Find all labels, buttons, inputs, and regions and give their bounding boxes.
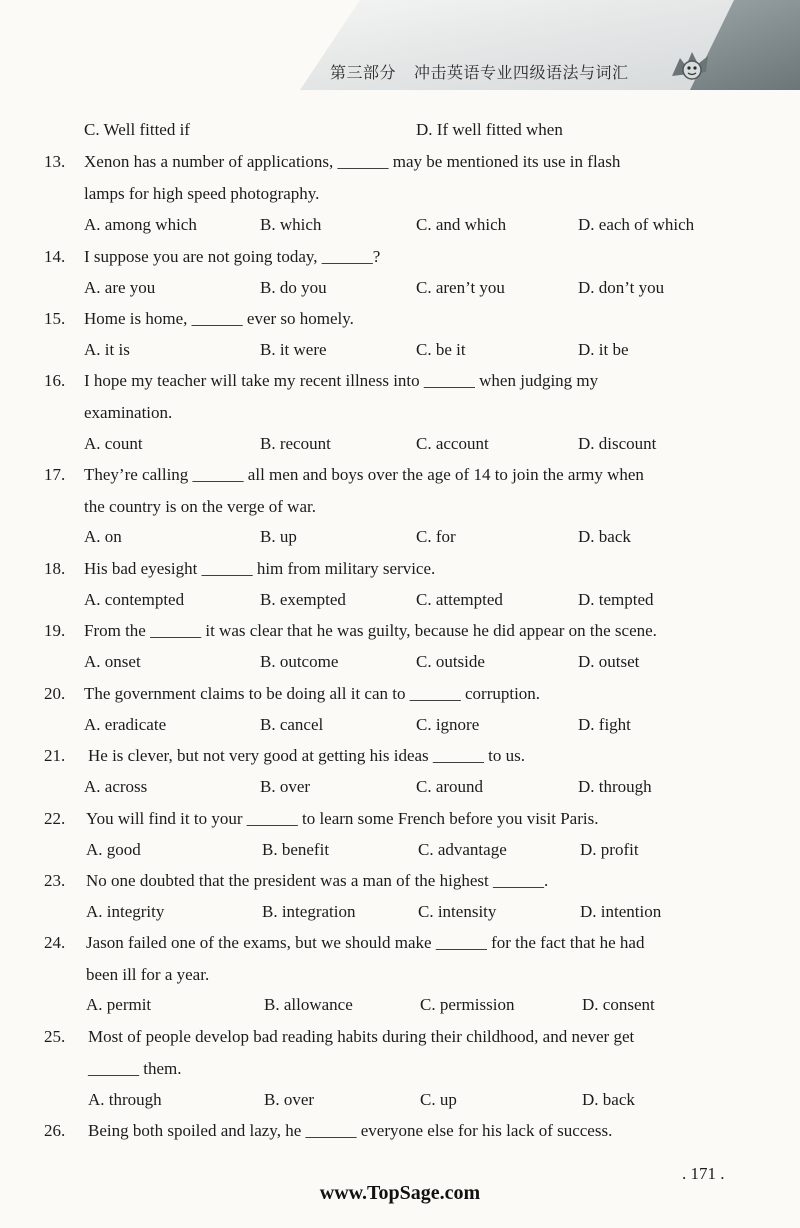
question-line: I suppose you are not going today, ______? (84, 247, 381, 266)
page-number: . 171 . (682, 1164, 725, 1183)
header-title: 冲击英语专业四级语法与词汇 (414, 63, 629, 82)
option-d: D. If well fitted when (416, 120, 563, 139)
question-number: 18. (44, 559, 66, 578)
option-d: D. back (578, 527, 631, 546)
question-line: Xenon has a number of applications, ______ may be mentioned its use in flash (84, 152, 621, 171)
question-number: 21. (44, 746, 66, 765)
option-a: A. integrity (86, 902, 165, 921)
question-line: They’re calling ______ all men and boys over the age of 14 to join the army when (84, 465, 644, 484)
question-number: 26. (44, 1121, 66, 1140)
option-d: D. profit (580, 840, 639, 859)
option-b: B. outcome (260, 652, 339, 671)
question-line: Jason failed one of the exams, but we should make ______ for the fact that he had (86, 933, 645, 952)
option-b: B. do you (260, 278, 327, 297)
question-number: 20. (44, 684, 66, 703)
option-a: A. contempted (84, 590, 185, 609)
running-header (330, 60, 629, 83)
option-b: B. over (260, 777, 311, 796)
option-d: D. outset (578, 652, 640, 671)
option-d: D. it be (578, 340, 629, 359)
mascot-icon (668, 46, 716, 86)
option-a: A. count (84, 434, 143, 453)
question-number: 22. (44, 809, 66, 828)
question-line: I hope my teacher will take my recent illness into ______ when judging my (84, 371, 599, 390)
option-c: C. and which (416, 215, 507, 234)
option-c: C. for (416, 527, 456, 546)
option-c: C. advantage (418, 840, 507, 859)
question-number: 15. (44, 309, 66, 328)
option-b: B. cancel (260, 715, 324, 734)
option-a: A. on (84, 527, 122, 546)
option-d: D. through (578, 777, 652, 796)
option-d: D. don’t you (578, 278, 665, 297)
question-line: lamps for high speed photography. (84, 184, 320, 203)
option-c: C. intensity (418, 902, 497, 921)
question-line: Most of people develop bad reading habits during their childhood, and never get (88, 1027, 635, 1046)
option-b: B. recount (260, 434, 331, 453)
option-c: C. permission (420, 995, 515, 1014)
option-c: C. aren’t you (416, 278, 505, 297)
question-line: No one doubted that the president was a man of the highest ______. (86, 871, 549, 890)
question-line: Being both spoiled and lazy, he ______ everyone else for his lack of success. (88, 1121, 613, 1140)
option-b: B. up (260, 527, 297, 546)
option-a: A. are you (84, 278, 156, 297)
option-b: B. exempted (260, 590, 346, 609)
question-number: 24. (44, 933, 66, 952)
option-c: C. around (416, 777, 484, 796)
question-number: 25. (44, 1027, 66, 1046)
question-line: His bad eyesight ______ him from military service. (84, 559, 436, 578)
option-a: A. across (84, 777, 148, 796)
option-a: A. among which (84, 215, 197, 234)
question-number: 19. (44, 621, 66, 640)
question-number: 14. (44, 247, 66, 266)
option-d: D. intention (580, 902, 662, 921)
question-number: 13. (44, 152, 66, 171)
question-line: examination. (84, 403, 173, 422)
option-d: D. tempted (578, 590, 654, 609)
question-number: 17. (44, 465, 66, 484)
option-c: C. attempted (416, 590, 503, 609)
option-c: C. be it (416, 340, 466, 359)
option-b: B. benefit (262, 840, 330, 859)
option-c: C. outside (416, 652, 485, 671)
option-c: C. Well fitted if (84, 120, 190, 139)
option-a: A. through (88, 1090, 162, 1109)
question-number: 16. (44, 371, 66, 390)
option-b: B. it were (260, 340, 327, 359)
option-b: B. integration (262, 902, 356, 921)
option-a: A. good (86, 840, 141, 859)
option-a: A. permit (86, 995, 152, 1014)
question-number: 23. (44, 871, 66, 890)
option-c: C. account (416, 434, 489, 453)
option-d: D. each of which (578, 215, 695, 234)
option-b: B. which (260, 215, 322, 234)
option-d: D. back (582, 1090, 635, 1109)
option-b: B. allowance (264, 995, 353, 1014)
question-line: the country is on the verge of war. (84, 497, 316, 516)
header-part: 第三部分 (330, 63, 397, 82)
option-d: D. discount (578, 434, 657, 453)
question-line: You will find it to your ______ to learn some French before you visit Paris. (86, 809, 599, 828)
option-c: C. up (420, 1090, 457, 1109)
option-d: D. fight (578, 715, 631, 734)
question-line: From the ______ it was clear that he was guilty, because he did appear on the scene. (84, 621, 657, 640)
question-line: He is clever, but not very good at getting his ideas ______ to us. (88, 746, 525, 765)
question-line: The government claims to be doing all it can to ______ corruption. (84, 684, 541, 703)
question-line: ______ them. (88, 1059, 182, 1078)
option-a: A. it is (84, 340, 130, 359)
option-a: A. eradicate (84, 715, 167, 734)
option-a: A. onset (84, 652, 141, 671)
question-line: been ill for a year. (86, 965, 210, 984)
option-b: B. over (264, 1090, 315, 1109)
option-c: C. ignore (416, 715, 480, 734)
question-line: Home is home, ______ ever so homely. (84, 309, 354, 328)
footer-url: www.TopSage.com (319, 1182, 481, 1204)
option-d: D. consent (582, 995, 655, 1014)
